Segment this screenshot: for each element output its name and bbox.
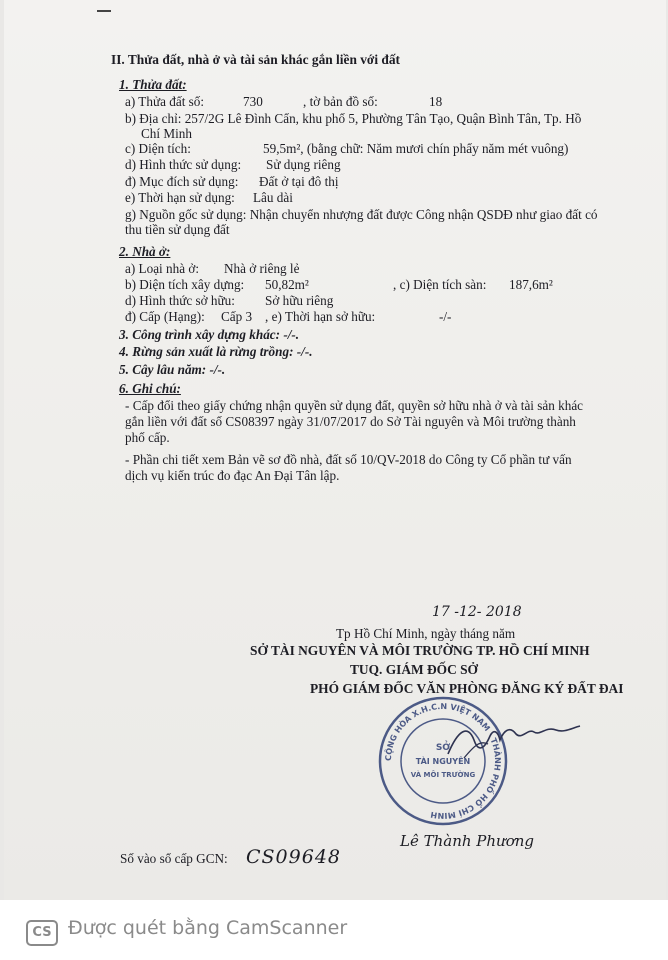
- floor-area-label: , c) Diện tích sàn:: [393, 277, 487, 292]
- area-row: [125, 141, 569, 157]
- signing-place-date: Tp Hồ Chí Minh, ngày tháng năm: [336, 626, 516, 641]
- use-form-row: [125, 157, 341, 173]
- registry-label: Số vào sổ cấp GCN:: [120, 851, 228, 866]
- purpose-value: Đất ở tại đô thị: [259, 174, 339, 189]
- area-label: c) Diện tích:: [125, 141, 191, 156]
- purpose-row: [125, 174, 339, 190]
- section-title: II. Thửa đất, nhà ở và tài sản khác gắn liền với đất: [111, 52, 401, 67]
- notes-heading: 6. Ghi chú:: [119, 381, 181, 396]
- certificate-page: [4, 0, 666, 900]
- parcel-number: 730: [243, 94, 263, 109]
- address-line-1: b) Địa chỉ: 257/2G Lê Đình Cẩn, khu phố 5, Phường Tân Tạo, Quận Bình Tân, Tp. Hồ: [125, 111, 582, 126]
- top-mark: [97, 10, 111, 12]
- ownership-row: [125, 293, 334, 309]
- floor-area-value: 187,6m²: [509, 277, 553, 292]
- seal-ring-text: CỘNG HÒA X.H.C.N VIỆT NAM · THÀNH PHỐ HỒ CHÍ MINH: [383, 701, 503, 821]
- purpose-label: đ) Mục đích sử dụng:: [125, 174, 239, 189]
- other-construction: 3. Công trình xây dựng khác: -/-.: [119, 327, 300, 342]
- term-label: e) Thời hạn sử dụng:: [125, 190, 235, 205]
- map-label: , tờ bản đồ số:: [303, 94, 378, 109]
- term-row: [125, 190, 293, 206]
- note-2-line-2: dịch vụ kiến trúc đo đạc An Đại Tân lập.: [125, 468, 340, 483]
- area-value: 59,5m², (bằng chữ: Năm mươi chín phẩy năm mét vuông): [263, 141, 569, 156]
- seal-center-text-1: SỞ: [435, 743, 451, 753]
- seal-center-text-2: TÀI NGUYÊN: [415, 757, 471, 766]
- grade-value: Cấp 3: [221, 309, 253, 324]
- own-term-value: -/-: [439, 309, 452, 324]
- house-heading: 2. Nhà ở:: [119, 244, 171, 259]
- grade-label: đ) Cấp (Hạng):: [125, 309, 205, 324]
- address-line-2: Chí Minh: [141, 126, 192, 141]
- ownership-label: d) Hình thức sở hữu:: [125, 293, 235, 308]
- grade-row: [125, 309, 452, 325]
- use-form-label: d) Hình thức sử dụng:: [125, 157, 242, 172]
- origin-line-1: g) Nguồn gốc sử dụng: Nhận chuyển nhượng đất được Công nhận QSDĐ như giao đất có: [125, 207, 598, 222]
- origin-line-2: thu tiền sử dụng đất: [125, 222, 230, 237]
- signer-name: Lê Thành Phương: [400, 832, 535, 850]
- camscanner-logo-icon: CS: [26, 920, 58, 946]
- map-number: 18: [429, 94, 443, 109]
- house-type-value: Nhà ở riêng lẻ: [224, 261, 300, 276]
- term-value: Lâu dài: [253, 190, 293, 205]
- house-type-label: a) Loại nhà ở:: [125, 261, 199, 276]
- parcel-label: a) Thửa đất số:: [125, 94, 205, 109]
- production-forest: 4. Rừng sản xuất là rừng trồng: -/-.: [119, 344, 313, 359]
- note-1-line-3: phố cấp.: [125, 430, 170, 445]
- build-area-row: [125, 277, 553, 293]
- handwritten-date: 17 -12- 2018: [432, 604, 522, 620]
- land-heading: 1. Thửa đất:: [119, 77, 187, 92]
- own-term-label: , e) Thời hạn sở hữu:: [265, 309, 376, 324]
- perennial-trees: 5. Cây lâu năm: -/-.: [119, 362, 226, 377]
- camscanner-footer: [0, 900, 668, 960]
- note-2-line-1: - Phần chi tiết xem Bản vẽ sơ đồ nhà, đất số 10/QV-2018 do Công ty Cổ phần tư vấn: [125, 452, 572, 467]
- issuing-department: SỞ TÀI NGUYÊN VÀ MÔI TRƯỜNG TP. HỒ CHÍ MINH: [250, 643, 590, 658]
- use-form-value: Sử dụng riêng: [266, 157, 341, 172]
- build-area-label: b) Diện tích xây dựng:: [125, 277, 245, 292]
- authority-line: TUQ. GIÁM ĐỐC SỞ: [350, 662, 478, 677]
- seal-center-text-3: VÀ MÔI TRƯỜNG: [410, 771, 476, 779]
- ownership-value: Sở hữu riêng: [265, 293, 334, 308]
- build-area-value: 50,82m²: [265, 277, 309, 292]
- note-1-line-2: gắn liền với đất số CS08397 ngày 31/07/2017 do Sở Tài nguyên và Môi trường thành: [125, 414, 576, 429]
- house-type-row: [125, 261, 300, 277]
- parcel-row: [125, 94, 443, 110]
- signer-position: PHÓ GIÁM ĐỐC VĂN PHÒNG ĐĂNG KÝ ĐẤT ĐAI: [310, 681, 624, 696]
- note-1-line-1: - Cấp đổi theo giấy chứng nhận quyền sử dụng đất, quyền sở hữu nhà ở và tài sản khác: [125, 398, 584, 413]
- registry-number: CS09648: [246, 846, 341, 868]
- signature-scribble: [444, 710, 584, 770]
- camscanner-watermark-text: Được quét bằng CamScanner: [68, 917, 348, 939]
